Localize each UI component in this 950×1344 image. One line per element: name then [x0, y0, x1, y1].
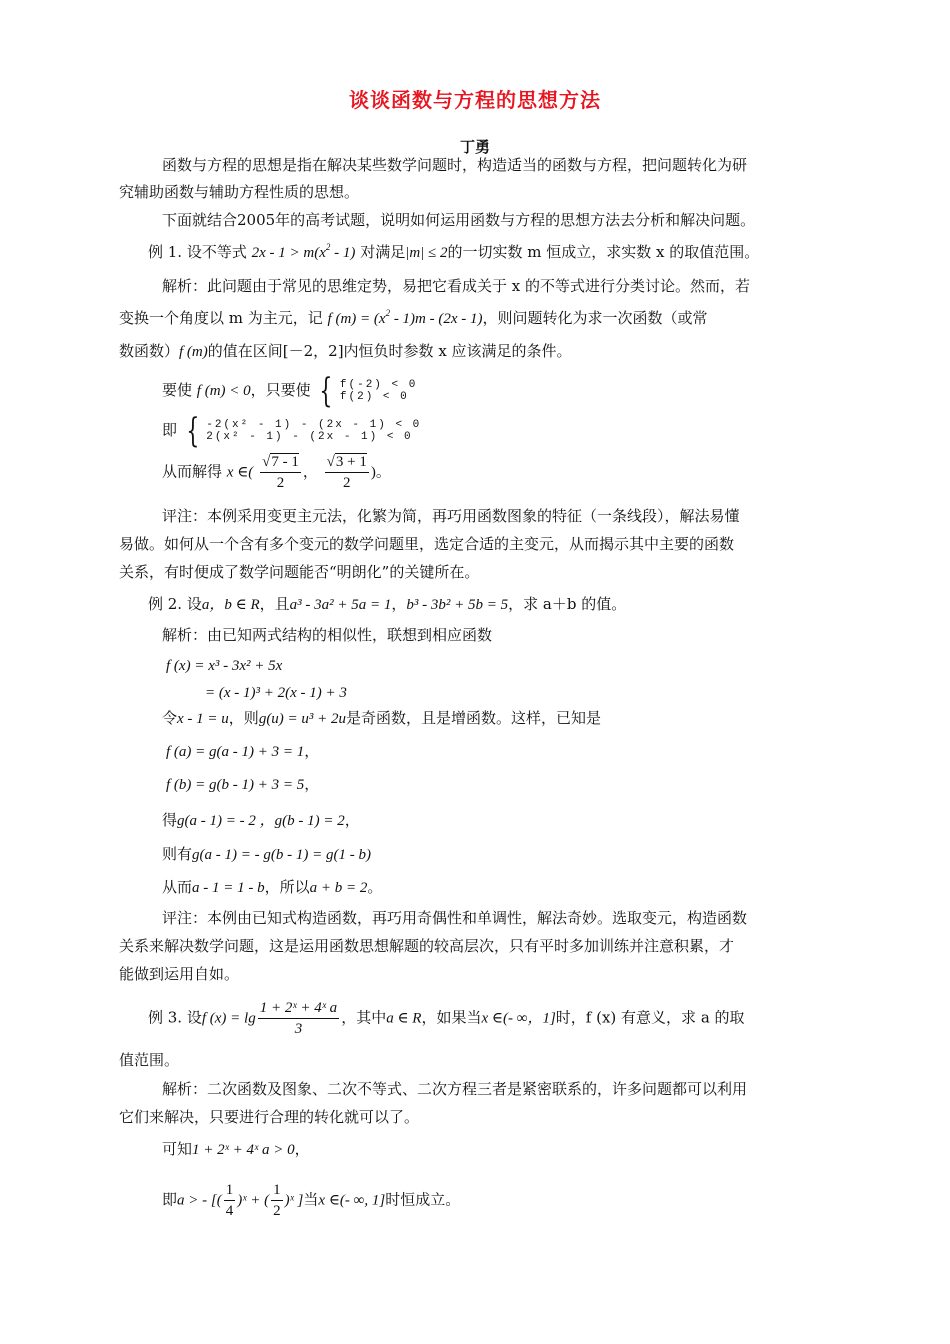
- left-brace-icon: {: [319, 371, 333, 411]
- ex2-substitution: 令x - 1 = u，则g(u) = u³ + 2u是奇函数，且是增函数。这样，已知是: [162, 709, 602, 727]
- ex1-analysis-line1: 解析：此问题由于常见的思维定势，易把它看成关于 x 的不等式进行分类讨论。然而，若: [162, 277, 750, 295]
- ex2-have: 则有g(a - 1) = - g(b - 1) = g(1 - b): [162, 845, 371, 863]
- ex3-analysis-line1: 解析：二次函数及图象、二次不等式、二次方程三者是紧密联系的，许多问题都可以利用: [162, 1080, 748, 1098]
- author-name: 丁勇: [459, 138, 490, 156]
- ex2-analysis-line1: 解析：由已知两式结构的相似性，联想到相应函数: [162, 626, 493, 644]
- ex1-comment-line3: 关系，有时便成了数学问题能否“明朗化”的关键所在。: [119, 563, 480, 581]
- example-1-question: [148, 242, 759, 263]
- ex2-get: 得g(a - 1) = - 2 ，g(b - 1) = 2，: [162, 811, 360, 829]
- ex3-analysis-line2: 它们来解决，只要进行合理的转化就可以了。: [119, 1108, 420, 1126]
- intro-p1-line2: 究辅助函数与辅助方程性质的思想。: [119, 183, 360, 201]
- left-brace-icon: {: [186, 411, 200, 451]
- ex1-solution: 从而解得 x ∈( $\frac{√7 - 1}{2}$ ， $\frac{√3 + 1}{2}$ )。: [162, 454, 391, 491]
- ex1-comment-line1: 评注：本例采用变更主元法，化繁为简，再巧用函数图象的特征（一条线段），解法易懂: [162, 507, 740, 525]
- ex3-question-line2: 值范围。: [119, 1051, 180, 1069]
- ex2-comment-line2: 关系来解决数学问题，这是运用函数思想解题的较高层次，只有平时多加训练并注意积累，才: [119, 937, 735, 955]
- ex2-fa: f (a) = g(a - 1) + 3 = 1，: [166, 742, 320, 760]
- ex1-need-system: f(-2) < 0 f(2) < 0: [339, 379, 418, 403]
- example-1-label: 例 1. 设不等式: [148, 243, 247, 261]
- ex1-analysis-line2: 变换一个角度以 m 为主元，记 f $(m) = (x^2 - 1)m - (2x - 1)$，则问题转化为求一次函数（或常: [119, 308, 708, 327]
- ex2-thus: 从而a - 1 = 1 - b，所以a + b = 2。: [162, 878, 383, 896]
- ex3-known: 可知1 + 2ˣ + 4ˣ a > 0，: [162, 1140, 310, 1158]
- ex3-inequality: 即a > - [( $\frac{1}{4}$ )ˣ + ( $\frac{1}{2}$ )ˣ ]当x ∈(- ∞, 1]时恒成立。: [162, 1182, 461, 1219]
- ex1-comment-line2: 易做。如何从一个含有多个变元的数学问题里，选定合适的主变元，从而揭示其中主要的函数: [119, 535, 735, 553]
- ex2-function-def: f (x) = x³ - 3x² + 5x: [166, 658, 283, 674]
- ex2-comment-line3: 能做到运用自如。: [119, 965, 240, 983]
- ex1-ji-equations: -2(x² - 1) - (2x - 1) < 0 2(x² - 1) - (2x - 1) < 0: [206, 419, 422, 443]
- ex1-cond-pre: 对满足: [360, 243, 406, 261]
- fraction-sqrt3: $\frac{√3 + 1}{2}$: [326, 454, 367, 491]
- ex1-cond-post: 的一切实数 m 恒成立，求实数 x 的取值范围。: [447, 243, 760, 261]
- intro-p2: 下面就结合2005年的高考试题，说明如何运用函数与方程的思想方法去分析和解决问题。: [162, 211, 756, 229]
- intro-p1-line1: 函数与方程的思想是指在解决某些数学问题时，构造适当的函数与方程，把问题转化为研: [162, 156, 748, 174]
- ex2-function-rewrite: = (x - 1)³ + 2(x - 1) + 3: [205, 685, 347, 701]
- ex1-condition: |m| ≤ 2: [405, 245, 448, 261]
- example-2-question: 例 2. 设a，b ∈ R，且a³ - 3a² + 5a = 1，b³ - 3b² + 5b = 5，求 a＋b 的值。: [148, 595, 627, 613]
- ex1-need-condition: 要使 f (m) < 0，只要使 { f(-2) < 0 f(2) < 0: [162, 371, 418, 411]
- ex1-ji-system: 即 { -2(x² - 1) - (2x - 1) < 0 2(x² - 1) - (2x - 1) < 0: [162, 411, 422, 451]
- ex1-analysis-line3: 数函数）f (m)的值在区间[－2，2]内恒负时参数 x 应该满足的条件。: [119, 342, 572, 360]
- document-title: 谈谈函数与方程的思想方法: [349, 88, 601, 112]
- example-3-question: 例 3. 设f (x) = lg $\frac{\text{1 + 2ˣ + 4ˣ a}}{3}$ ，其中a ∈ R，如果当x ∈(- ∞，1]时，f (x) 有意义，求 a 的取: [148, 1000, 745, 1037]
- ex2-fb: f (b) = g(b - 1) + 3 = 5，: [166, 775, 320, 793]
- ex2-comment-line1: 评注：本例由已知式构造函数，再巧用奇偶性和单调性，解法奇妙。选取变元，构造函数: [162, 909, 748, 927]
- fraction-sqrt7: $\frac{√7 - 1}{2}$: [262, 454, 299, 491]
- ex1-fm-def: f $(m) = (x^2 - 1)m - (2x - 1)$: [327, 308, 483, 327]
- fraction-one-half: $\frac{1}{2}$: [273, 1182, 281, 1219]
- ex1-inequality: $2x - 1 > m(x^2 - 1)$: [251, 242, 356, 261]
- fraction-one-quarter: $\frac{1}{4}$: [225, 1182, 234, 1219]
- ex3-log-fraction: $\frac{\text{1 + 2ˣ + 4ˣ a}}{3}$: [259, 1000, 338, 1037]
